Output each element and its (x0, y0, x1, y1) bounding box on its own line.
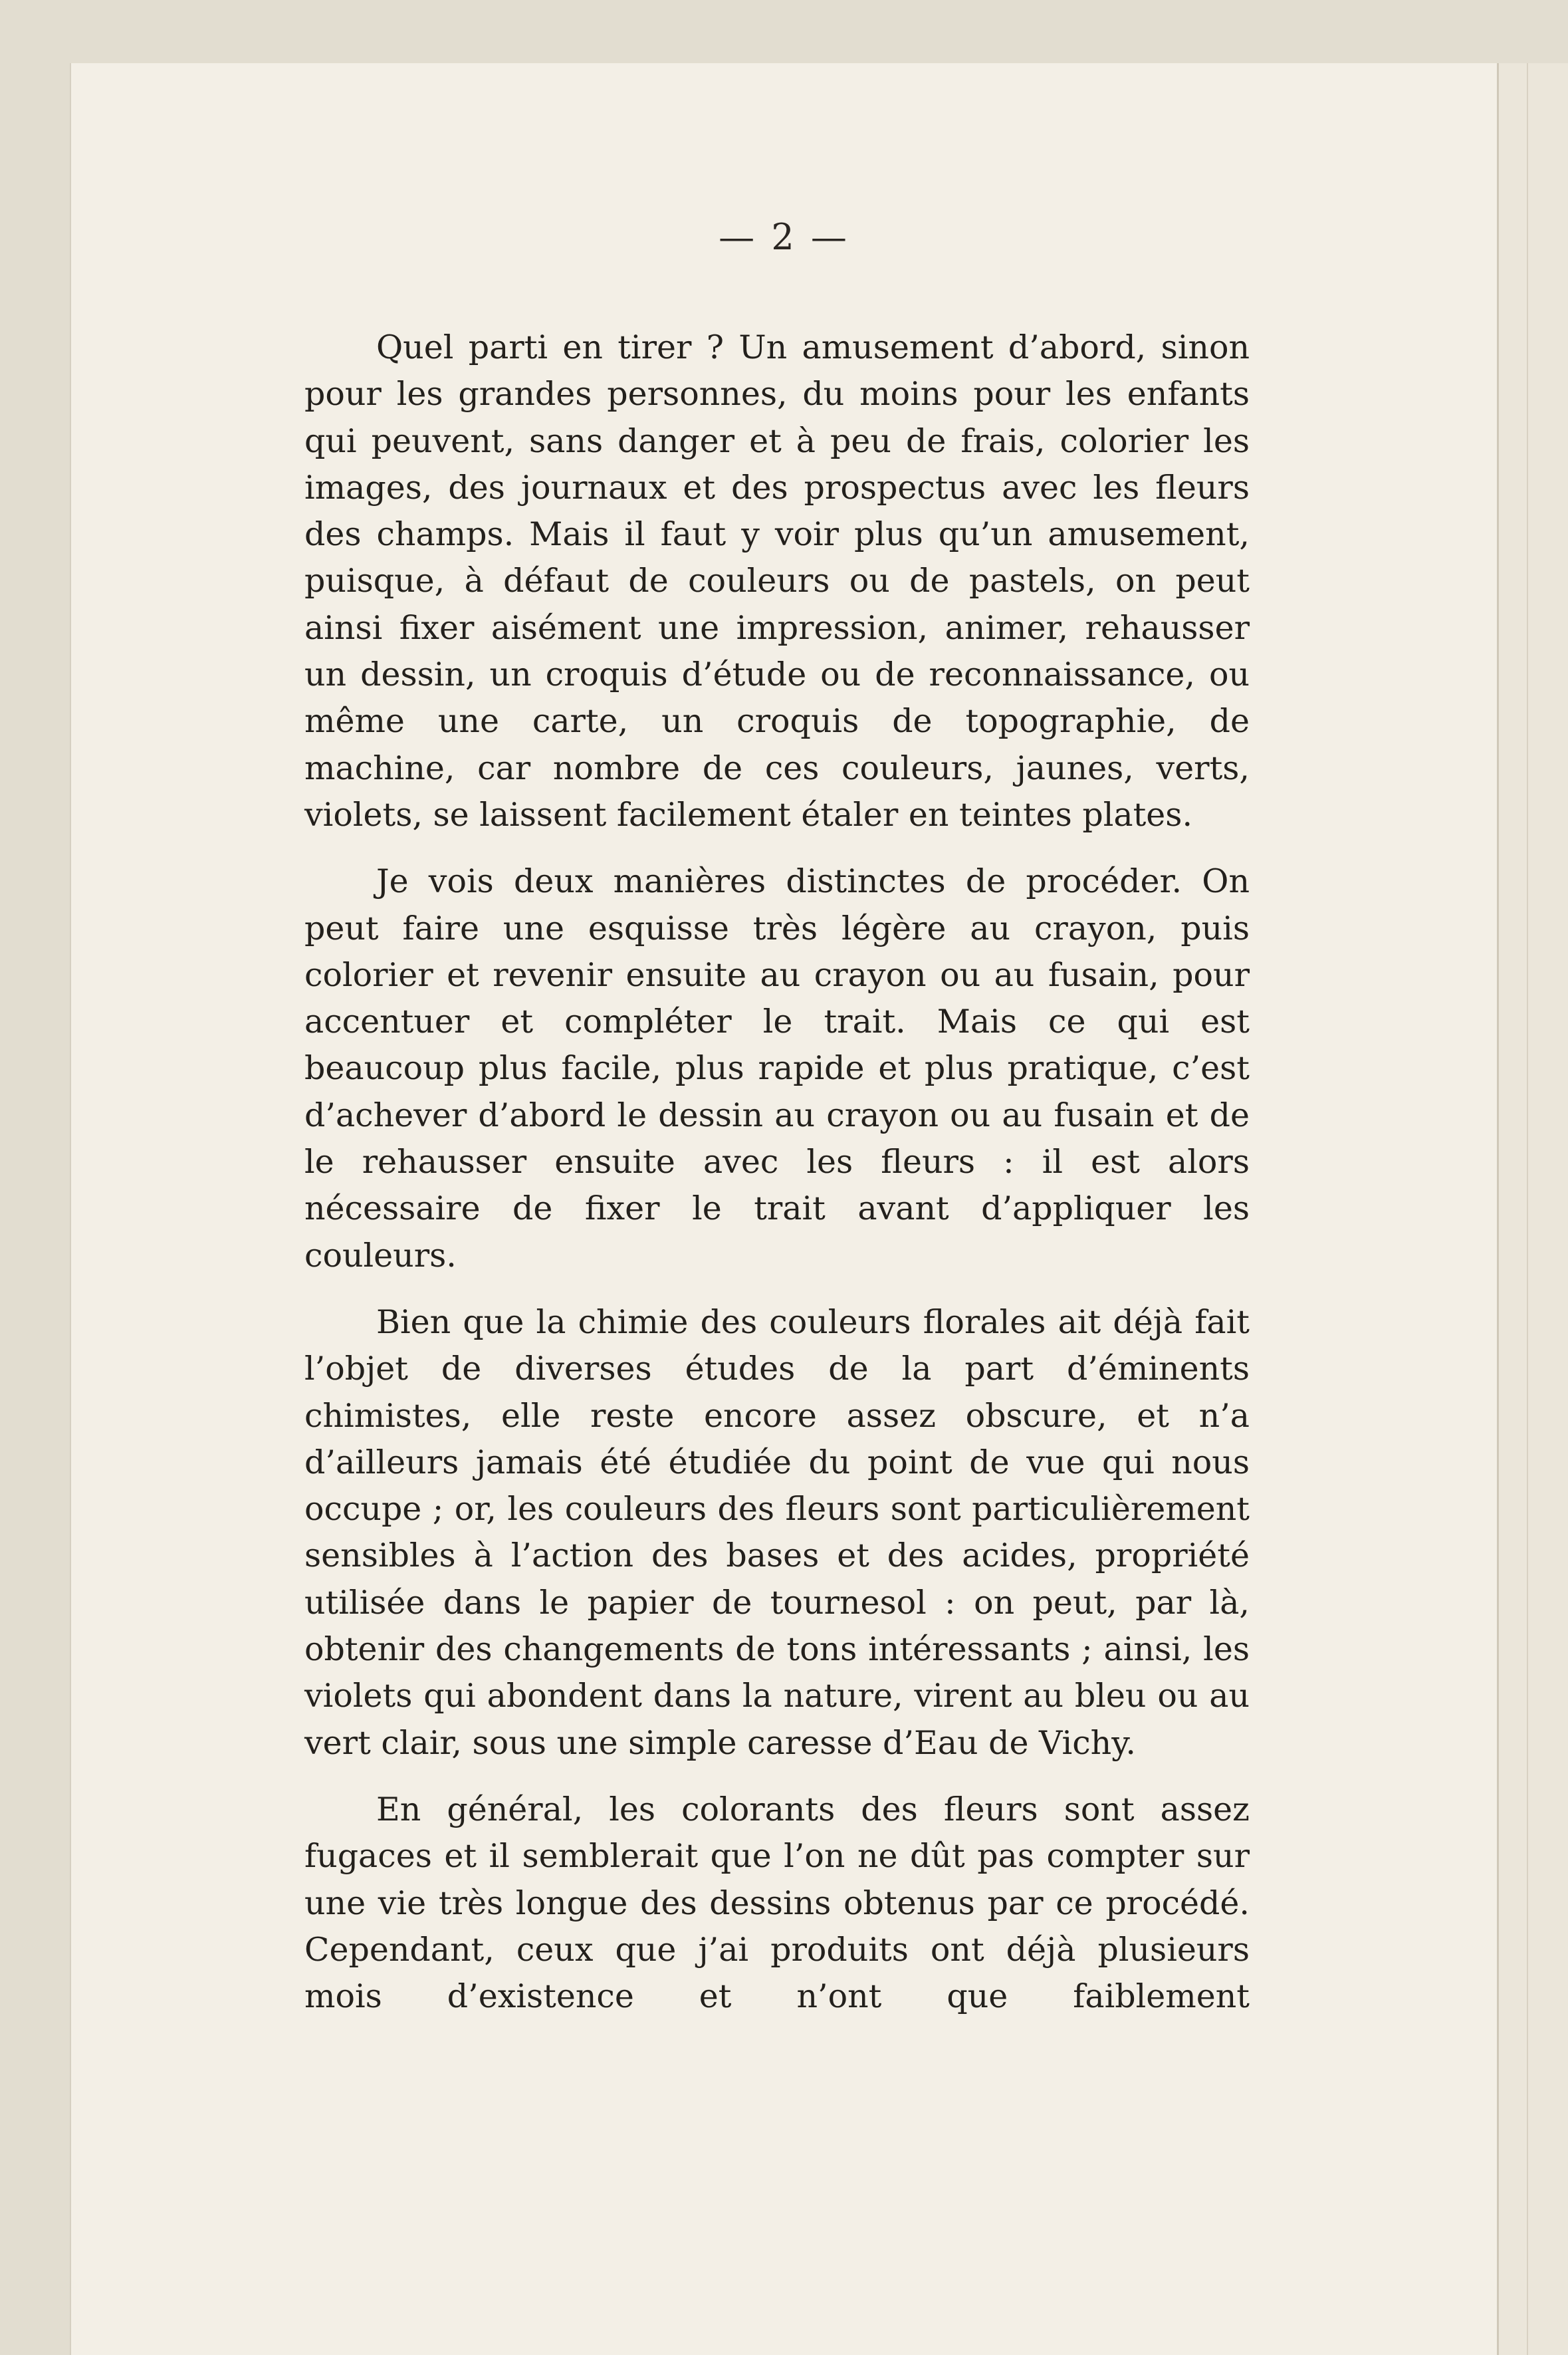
paragraph-2: Je vois deux manières distinctes de procéder. On peut faire une esquisse très légère au crayon, puis colorier et revenir ensuite au crayon ou au fusain, pour accentuer et compléter le trait. Mais ce qui est beaucoup plus facile, plus rapide et plus pratique, c’est d’achever d’abord le dessin au crayon ou au fusain et de le rehausser ensuite avec les fleurs : il est alors nécessaire de fixer le trait avant d’appliquer les couleurs. (304, 862, 1250, 1275)
paragraph-3: Bien que la chimie des couleurs florales ait déjà fait l’objet de diverses études de la part d’éminents chimistes, elle reste encore assez obscure, et n’a d’ailleurs jamais été étudiée du point de vue qui nous occupe ; or, les couleurs des fleurs sont particulièrement sensibles à l’action des bases et des acides, propriété utilisée dans le papier de tournesol : on peut, par là, obtenir des changements de tons intéressants ; ainsi, les violets qui abondent dans la nature, virent au bleu ou au vert clair, sous une simple caresse d’Eau de Vichy. (304, 1302, 1250, 1762)
next-page-edge (1497, 63, 1568, 2355)
page-fold-line (1527, 63, 1528, 2355)
page-number: — 2 — (719, 216, 849, 258)
paragraph-1: Quel parti en tirer ? Un amusement d’abord, sinon pour les grandes personnes, du moins pour les enfants qui peuvent, sans danger et à peu de frais, colorier les images, des journaux et des prospectus avec les fleurs des champs. Mais il faut y voir plus qu’un amusement, puisque, à défaut de couleurs ou de pastels, on peut ainsi fixer aisément une impression, animer, rehausser un dessin, un croquis d’étude ou de reconnaissance, ou même une carte, un croquis de topographie, de machine, car nombre de ces couleurs, jaunes, verts, violets, se laissent facilement étaler en teintes plates. (304, 328, 1250, 834)
body-text (304, 324, 1250, 2020)
paragraph-4: En général, les colorants des fleurs sont assez fugaces et il semblerait que l’on ne dût pas compter sur une vie très longue des dessins obtenus par ce procédé. Cependant, ceux que j’ai produits ont déjà plusieurs mois d’existence et n’ont que faiblement (304, 1790, 1250, 2016)
